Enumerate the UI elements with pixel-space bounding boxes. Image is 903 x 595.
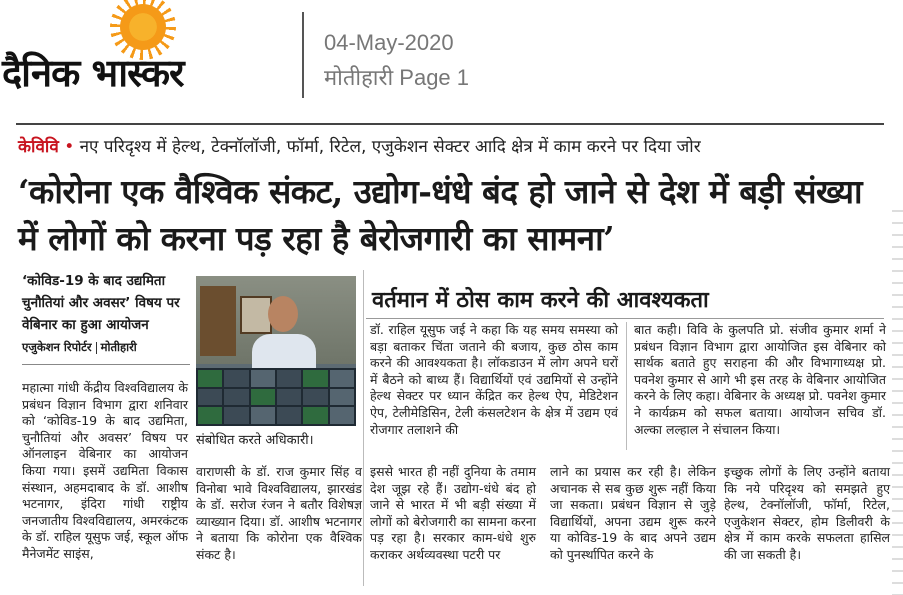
sidebar-heading: ‘कोविड-19 के बाद उद्यमिता चुनौतियां और अवसर’ विषय पर वेबिनार का हुआ आयोजन — [22, 273, 180, 333]
webinar-photo — [196, 276, 356, 426]
masthead-divider — [302, 12, 304, 98]
body-column-7: इच्छुक लोगों के लिए उन्होंने बताया कि नये परिदृश्य को समझते हुए हेल्थ, टेक्नॉलॉजी, फॉर्मा, रिटेल, एजुकेशन सेक्टर, होम डिलीवरी के क्षेत्र में काम करके सफलता हासिल की जा सकती है। — [724, 464, 890, 562]
edition-page: मोतीहारी Page 1 — [324, 65, 470, 90]
byline-name: एजुकेशन रिपोर्टर — [22, 340, 92, 354]
body-column-1: महात्मा गांधी केंद्रीय विश्वविद्यालय के प्रबंधन विज्ञान विभाग द्वारा शनिवार को ‘कोविड-19 के बाद उद्यमिता, चुनौतियां और अवसर’ विषय पर ऑनलाइन वेबिनार का आयोजन किया गया। इसमें उद्यमिता विकास संस्थान, अहमदाबाद के डॉ. आशीष भटनागर, इंदिरा गांधी राष्ट्रीय जनजातीय विश्वविद्यालय, अमरकंटक के डॉ. राहिल यूसुफ जई, स्कूल ऑफ मैनेजमेंट साइंस, — [22, 380, 188, 561]
top-rule — [16, 123, 884, 125]
column-divider — [363, 270, 364, 586]
photo-shelf — [200, 286, 236, 356]
byline-separator — [96, 342, 97, 354]
edition-date: 04-May-2020 — [324, 30, 454, 55]
video-participant-grid — [196, 368, 356, 426]
kicker-bullet: • — [64, 137, 75, 157]
subheading-rule — [366, 318, 884, 319]
byline-rule — [22, 364, 190, 365]
main-headline: ‘कोरोना एक वैश्विक संकट, उद्योग-धंधे बंद हो जाने से देश में बड़ी संख्या में लोगों को करना पड़ रहा है बेरोजगारी का सामना’ — [18, 172, 863, 258]
subheading: वर्तमान में ठोस काम करने की आवश्यकता — [372, 287, 709, 313]
byline-place: मोतीहारी — [100, 340, 137, 354]
sun-logo-icon — [120, 4, 166, 50]
byline — [22, 340, 192, 360]
kicker-text: नए परिदृश्य में हेल्थ, टेक्नॉलॉजी, फॉर्मा, रिटेल, एजुकेशन सेक्टर आदि क्षेत्र में काम करने पर दिया जोर — [79, 137, 701, 157]
adjacent-article-edge — [892, 200, 903, 595]
body-column-6: लाने का प्रयास कर रही है। लेकिन अचानक से सब कुछ शुरू नहीं किया जा सकता। प्रबंधन विज्ञान से जुड़े विद्यार्थियों, अपना उद्यम शुरू करने या कोविड-19 के बाद अपने उद्यम को पुनर्स्थापित करने के — [550, 464, 716, 562]
column-divider — [626, 322, 627, 450]
kicker-tag: केविवि — [18, 137, 59, 157]
body-column-4: वाराणसी के डॉ. राज कुमार सिंह व विनोबा भावे विश्वविद्यालय, झारखंड के डॉ. सरोज रंजन ने बतौर विशेषज्ञ व्याख्यान दिया। डॉ. आशीष भटनागर ने बताया कि कोरोना एक वैश्विक संकट है। — [196, 464, 362, 562]
body-column-3: बात कही। विवि के कुलपति प्रो. संजीव कुमार शर्मा ने प्रबंधन विज्ञान विभाग द्वारा आयोजित इस वेबिनार को सार्थक बताते हुए सराहना की और विभागाध्यक्ष प्रो. पवनेश कुमार से आगे भी इस तरह के वेबिनार आयोजित करने के लिए कहा। वेबिनार के अध्यक्ष प्रो. पवनेश कुमार ने कार्यक्रम को सफल बताया। आयोजन सचिव डॉ. अल्का लल्हाल ने संचालन किया। — [634, 322, 886, 437]
newspaper-logo: दैनिक भास्कर — [2, 50, 184, 95]
photo-caption: संबोधित करते अधिकारी। — [196, 433, 314, 448]
speaker-body — [252, 334, 316, 368]
kicker-line — [18, 134, 701, 157]
speaker-head — [268, 296, 298, 332]
body-column-5: इससे भारत ही नहीं दुनिया के तमाम देश जूझ रहे हैं। उद्योग-धंधे बंद हो जाने से भारत में भी बड़ी संख्या में लोगों को बेरोजगारी का सामना करना पड़ रहा है। सरकार काम-धंधे शुरु कराकर अर्थव्यवस्था पटरी पर — [370, 464, 536, 562]
body-column-2: डॉ. राहिल यूसुफ जई ने कहा कि यह समय समस्या को बड़ा बताकर चिंता जताने की बजाय, कुछ ठोस काम करने की आवश्यकता है। लॉकडाउन में लोग अपने घरों में बैठने को बाध्य हैं। विद्यार्थियों एवं उद्यमियों से उन्होंने हेल्थ सेक्टर पर ध्यान केंद्रित कर हेल्थ ऐप, मेडिटेशन ऐप, टेलीमेडिसिन, टेली कंसलटेशन के क्षेत्र में उद्यम एवं रोजगार तलाशने की — [370, 322, 618, 437]
